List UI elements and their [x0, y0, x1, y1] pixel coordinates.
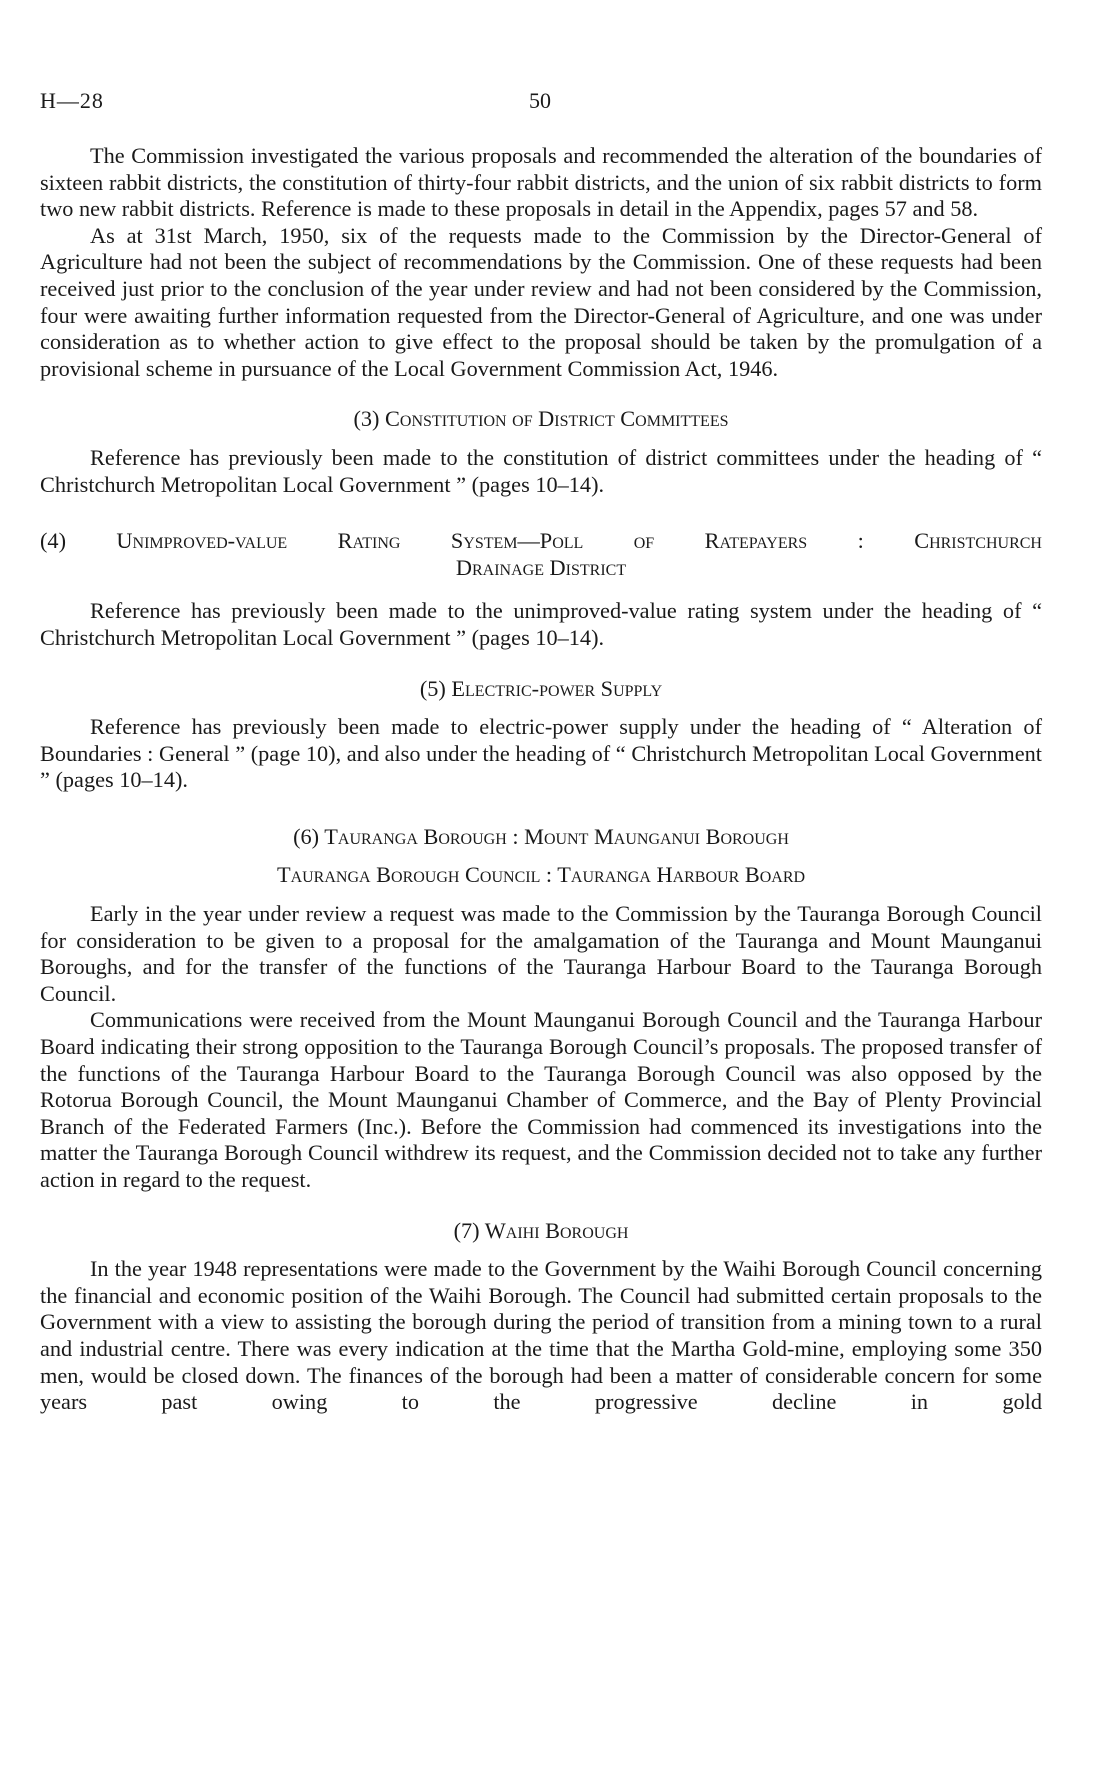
- document-reference: H—28: [40, 88, 104, 113]
- heading-waihi-borough: (7) Waihi Borough: [453, 1217, 629, 1243]
- paragraph-rabbit-districts: The Commission investigated the various proposals and recommended the alteration of the boundaries of sixteen rabbit districts, the constitution of thirty-four rabbit districts, and the union of six rabbit districts to form two new rabbit districts. Reference is made to these proposals in detail in the Appendix, pages 57 and 58.: [40, 143, 1042, 222]
- document-body: [40, 143, 1042, 1416]
- heading-district-committees: (3) Constitution of District Committees: [353, 406, 729, 432]
- heading-electric-power: (5) Electric-power Supply: [419, 675, 663, 701]
- heading-rating-system-line2: Drainage District: [455, 554, 627, 580]
- page-number: 50: [529, 88, 551, 113]
- heading-tauranga-borough: (6) Tauranga Borough : Mount Maunganui Borough: [293, 823, 789, 849]
- paragraph-director-general-requests: As at 31st March, 1950, six of the requests made to the Commission by the Director-General of Agriculture had not been the subject of recommendations by the Commission. One of these requests had been received just prior to the conclusion of the year under review and had not been considered by the Commission, four were awaiting further information requested from the Director-General of Agriculture, and one was under consideration as to whether action to give effect to the proposal should be taken by the promulgation of a provisional scheme in pursuance of the Local Government Commission Act, 1946.: [40, 222, 1042, 381]
- paragraph-waihi-borough: In the year 1948 representations were made to the Government by the Waihi Borough Council concerning the financial and economic position of the Waihi Borough. The Council had submitted certain proposals to the Government with a view to assisting the borough during the period of transition from a mining town to a rural and industrial centre. There was every indication at the time that the Martha Gold-mine, employing some 350 men, would be closed down. The finances of the borough had been a matter of considerable concern for some years past owing to the progressive decline in gold: [40, 1256, 1042, 1415]
- paragraph-district-committees: Reference has previously been made to the constitution of district committees under the heading of “ Christchurch Metropolitan Local Government ” (pages 10–14).: [40, 444, 1042, 497]
- paragraph-tauranga-opposition: Communications were received from the Mount Maunganui Borough Council and the Tauranga Harbour Board indicating their strong opposition to the Tauranga Borough Council’s proposals. The proposed transfer of the functions of the Tauranga Harbour Board to the Tauranga Borough Council was also opposed by the Rotorua Borough Council, the Mount Maunganui Chamber of Commerce, and the Bay of Plenty Provincial Branch of the Federated Farmers (Inc.). Before the Commission had commenced its investigations into the matter the Tauranga Borough Council withdrew its request, and the Commission decided not to take any further action in regard to the request.: [40, 1007, 1042, 1192]
- paragraph-electric-power: Reference has previously been made to electric-power supply under the heading of “ Alteration of Boundaries : General ” (page 10), and also under the heading of “ Christchurch Metropolitan Local Government ” (pages 10–14).: [40, 714, 1042, 793]
- paragraph-rating-system: Reference has previously been made to the unimproved-value rating system under the heading of “ Christchurch Metropolitan Local Government ” (pages 10–14).: [40, 598, 1042, 650]
- page-header: [40, 88, 1040, 118]
- heading-tauranga-council: Tauranga Borough Council : Tauranga Harbour Board: [276, 862, 806, 888]
- heading-rating-system: [40, 528, 1042, 581]
- heading-rating-system-line1: (4) Unimproved-value Rating System—Poll of Ratepayers : Christchurch: [40, 528, 1042, 554]
- paragraph-tauranga-request: Early in the year under review a request was made to the Commission by the Tauranga Borough Council for consideration to be given to a proposal for the amalgamation of the Tauranga and Mount Maunganui Boroughs, and for the transfer of the functions of the Tauranga Harbour Board to the Tauranga Borough Council.: [40, 901, 1042, 1006]
